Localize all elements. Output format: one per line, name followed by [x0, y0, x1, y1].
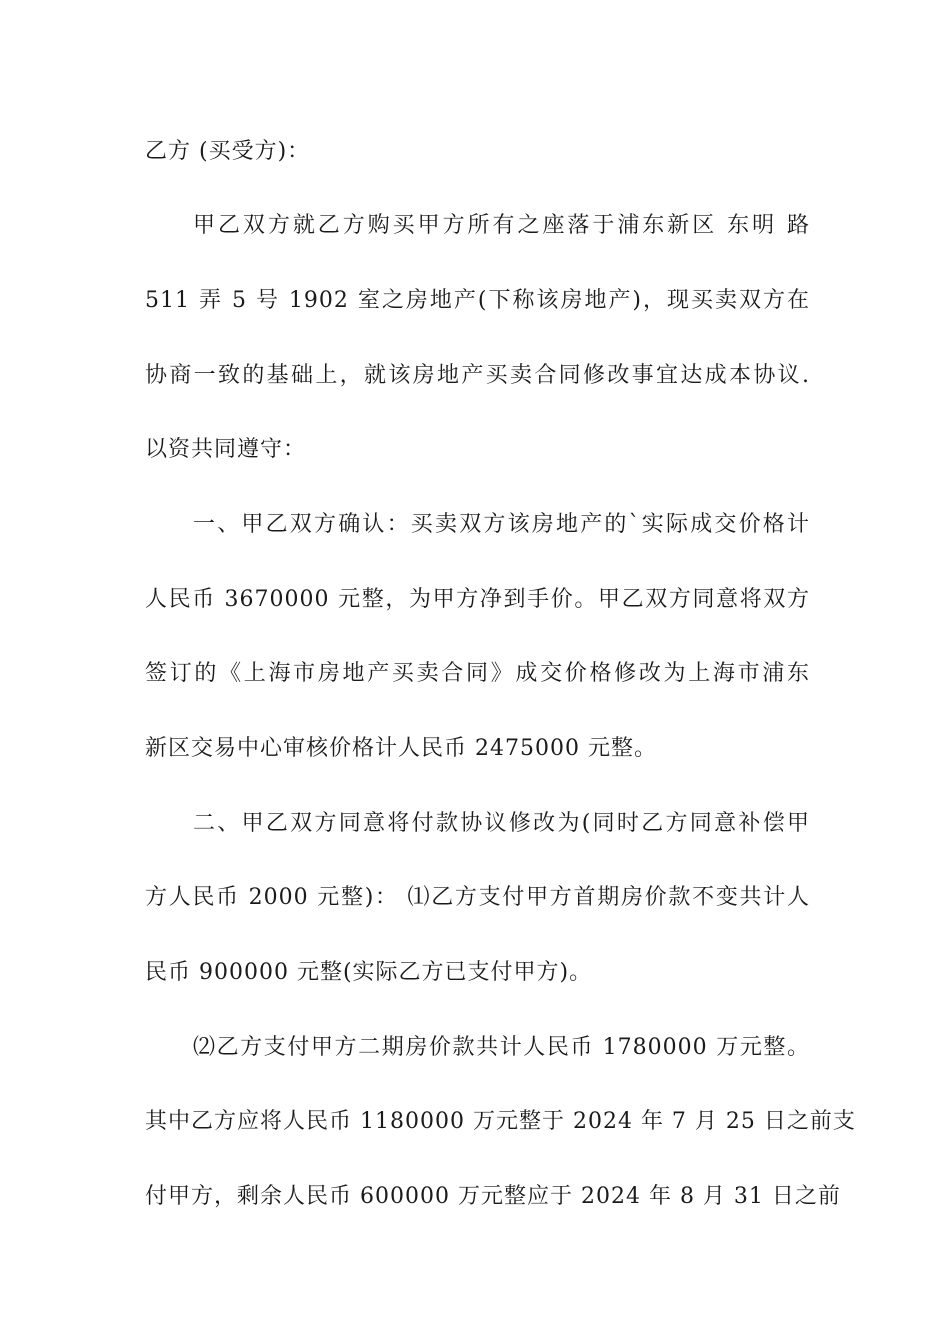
clause-two-item-2-line-2: 其中乙方应将人民币 1180000 万元整于 2024 年 7 月 25 日之前支 — [145, 1109, 856, 1134]
clause-one-line-3: 签订的《上海市房地产买卖合同》成交价格修改为上海市浦东 — [145, 661, 810, 686]
clause-one-line-2: 人民币 3670000 元整，为甲方净到手价。甲乙双方同意将双方 — [145, 587, 810, 612]
clause-two-item-2-line-3: 付甲方，剩余人民币 600000 万元整应于 2024 年 8 月 31 日之前 — [145, 1184, 841, 1209]
paragraph-intro-line-4: 以资共同遵守： — [145, 437, 307, 462]
paragraph-intro-line-3: 协商一致的基础上，就该房地产买卖合同修改事宜达成本协议. — [145, 363, 810, 388]
clause-two-line-2: 方人民币 2000 元整)： ⑴乙方支付甲方首期房价款不变共计人 — [145, 885, 810, 910]
clause-one-line-1: 一、甲乙双方确认：买卖双方该房地产的`实际成交价格计 — [193, 512, 810, 537]
clause-one-line-4: 新区交易中心审核价格计人民币 2475000 元整。 — [145, 736, 657, 761]
clause-two-line-3: 民币 900000 元整(实际乙方已支付甲方)。 — [145, 960, 593, 985]
paragraph-intro-line-2: 511 弄 5 号 1902 室之房地产(下称该房地产)，现买卖双方在 — [145, 288, 810, 313]
clause-two-item-2-line-1: ⑵乙方支付甲方二期房价款共计人民币 1780000 万元整。 — [193, 1035, 810, 1060]
clause-two-line-1: 二、甲乙双方同意将付款协议修改为(同时乙方同意补偿甲 — [193, 811, 810, 836]
paragraph-intro-line-1: 甲乙双方就乙方购买甲方所有之座落于浦东新区 东明 路 — [193, 213, 810, 238]
party-b-label: 乙方 (买受方)： — [145, 139, 311, 164]
